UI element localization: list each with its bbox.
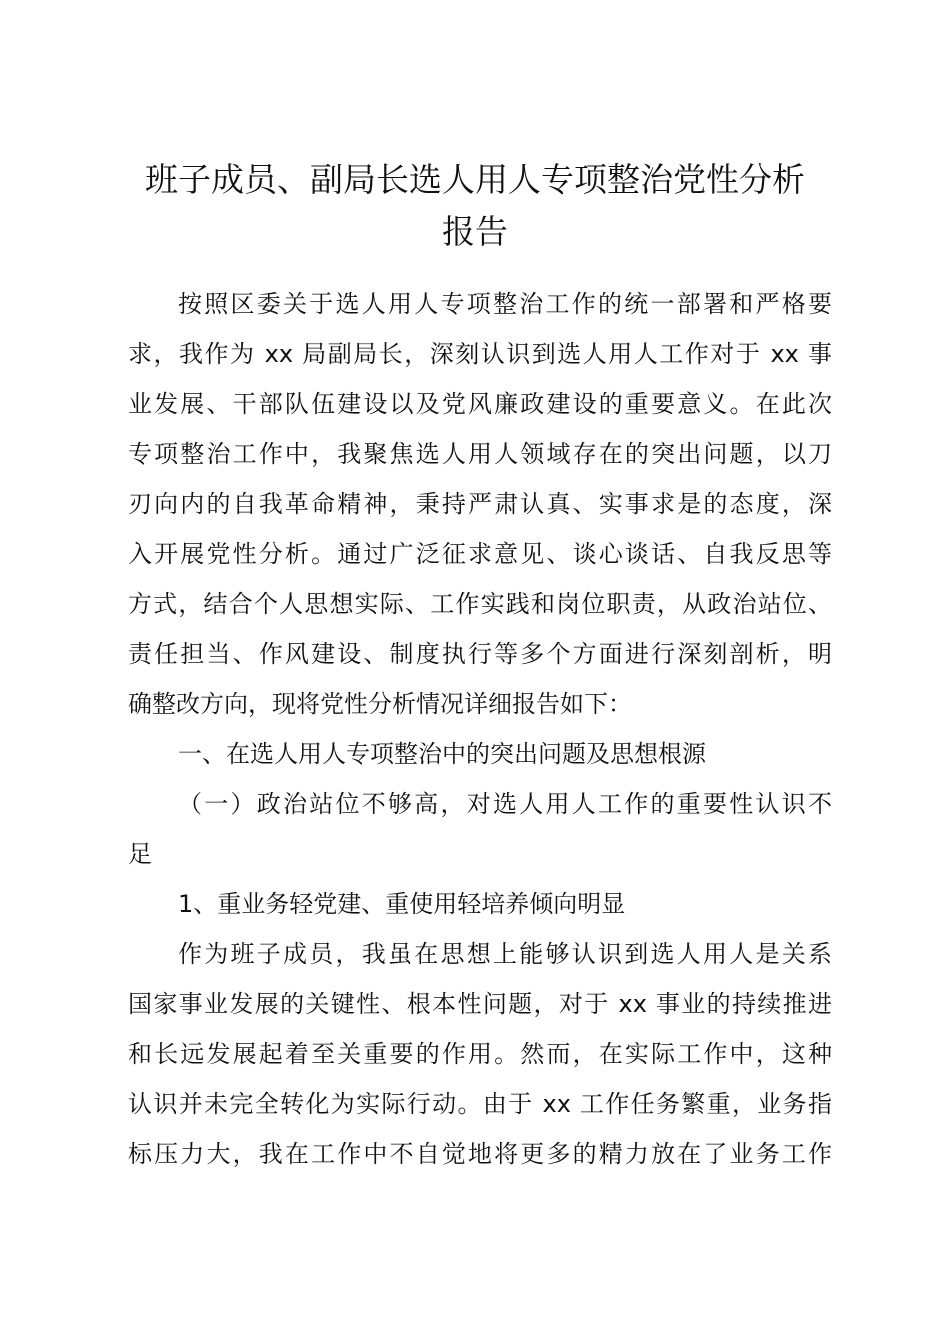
paragraph-line: 作为班子成员，我虽在思想上能够认识到选人用人是关系 <box>178 940 832 968</box>
paragraph-line: 业发展、干部队伍建设以及党风廉政建设的重要意义。在此次 <box>128 390 832 418</box>
paragraph-line: 确整改方向，现将党性分析情况详细报告如下： <box>128 690 632 718</box>
paragraph-line: 和长远发展起着至关重要的作用。然而，在实际工作中，这种 <box>128 1040 832 1068</box>
document-title-line-2: 报告 <box>442 212 508 251</box>
subsection-heading: （一）政治站位不够高，对选人用人工作的重要性认识不 <box>178 790 832 818</box>
paragraph-line: 求，我作为 xx 局副局长，深刻认识到选人用人工作对于 xx 事 <box>128 340 832 368</box>
document-title-line-1: 班子成员、副局长选人用人专项整治党性分析 <box>145 160 805 199</box>
paragraph-line: 认识并未完全转化为实际行动。由于 xx 工作任务繁重，业务指 <box>128 1090 832 1118</box>
item-heading: 1、重业务轻党建、重使用轻培养倾向明显 <box>178 890 626 918</box>
section-heading: 一、在选人用人专项整治中的突出问题及思想根源 <box>178 740 706 768</box>
paragraph-line: 刃向内的自我革命精神，秉持严肃认真、实事求是的态度，深 <box>128 490 832 518</box>
paragraph-line: 方式，结合个人思想实际、工作实践和岗位职责，从政治站位、 <box>128 590 832 618</box>
paragraph-line: 责任担当、作风建设、制度执行等多个方面进行深刻剖析，明 <box>128 640 832 668</box>
paragraph-line: 入开展党性分析。通过广泛征求意见、谈心谈话、自我反思等 <box>128 540 832 568</box>
subsection-heading-continued: 足 <box>128 840 152 868</box>
paragraph-line: 国家事业发展的关键性、根本性问题，对于 xx 事业的持续推进 <box>128 990 832 1018</box>
paragraph-line: 标压力大，我在工作中不自觉地将更多的精力放在了业务工作 <box>128 1140 832 1168</box>
paragraph-line: 按照区委关于选人用人专项整治工作的统一部署和严格要 <box>178 290 832 318</box>
paragraph-line: 专项整治工作中，我聚焦选人用人领域存在的突出问题，以刀 <box>128 440 832 468</box>
